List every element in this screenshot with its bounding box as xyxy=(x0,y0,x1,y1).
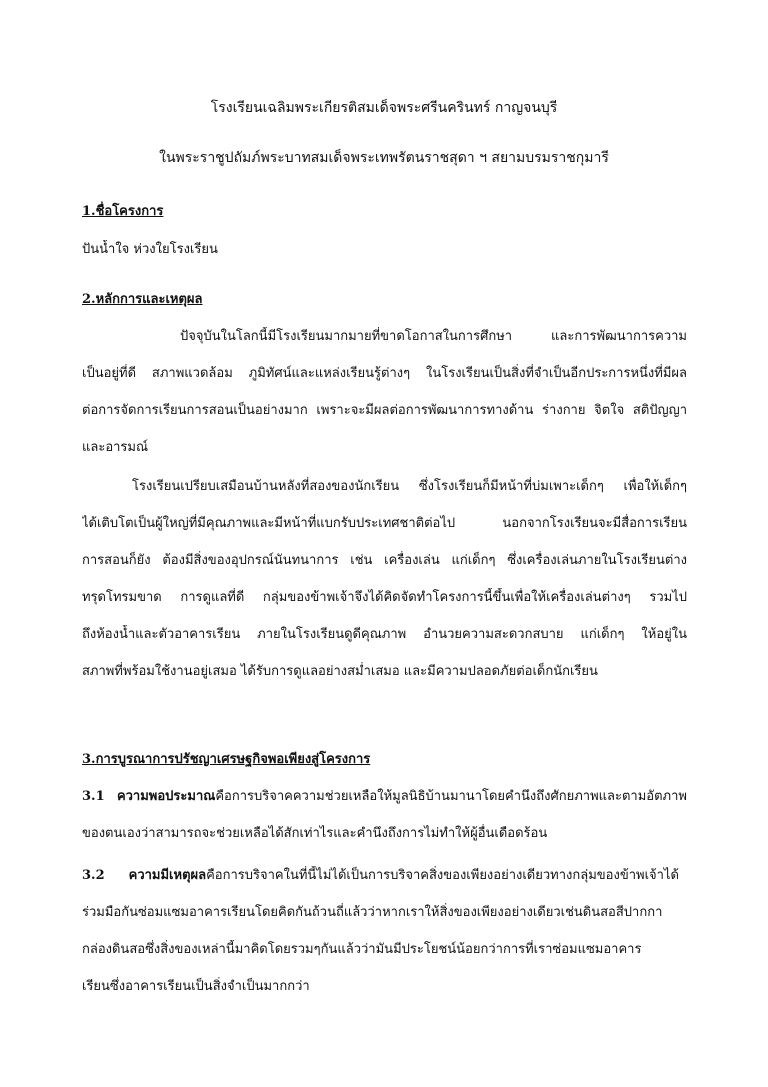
item-3-2-text: คือการบริจาคในที่นี้ไม่ได้เป็นการบริจาคสิ่งของเพียงอย่างเดียวทางกลุ่มของข้าพเจ้าได้ xyxy=(206,868,679,883)
paragraph-line: ปัจจุบันในโลกนี้มีโรงเรียนมากมายที่ขาดโอกาสในการศึกษา และการพัฒนาการความ xyxy=(180,329,687,344)
paragraph-line: ถึงห้องน้ำและตัวอาคารเรียน ภายในโรงเรียนดูดีคุณภาพ อำนวยความสะดวกสบาย แก่เด็กๆ ให้อยู่ใน xyxy=(82,627,687,642)
project-name: ปันน้ำใจ ห่วงใยโรงเรียน xyxy=(82,242,218,257)
paragraph-line: การสอนก็ยัง ต้องมีสิ่งของอุปกรณ์นันทนาการ เช่น เครื่องเล่น แก่เด็กๆ ซึ่งเครื่องเล่นภายในโรงเรียนต่าง xyxy=(82,553,687,568)
paragraph-line: โรงเรียนเปรียบเสมือนบ้านหลังที่สองของนักเรียน ซึ่งโรงเรียนก็มีหน้าที่บ่มเพาะเด็กๆ เพื่อให้เด็กๆ xyxy=(132,479,687,494)
document-title: โรงเรียนเฉลิมพระเกียรติสมเด็จพระศรีนครินทร์ กาญจนบุรี xyxy=(210,100,558,116)
paragraph-line: ของตนเองว่าสามารถจะช่วยเหลือได้สักเท่าไรและคำนึงถึงการไม่ทำให้ผู้อื่นเดือดร้อน xyxy=(82,826,548,841)
paragraph-line: ได้เติบโตเป็นผู้ใหญ่ที่มีคุณภาพและมีหน้าที่แบกรับประเทศชาติต่อไป นอกจากโรงเรียนจะมีสื่อการเรียน xyxy=(82,516,687,531)
paragraph-line: ทรุดโทรมขาด การดูแลที่ดี กลุ่มของข้าพเจ้าจึงได้คิดจัดทำโครงการนี้ขึ้นเพื่อให้เครื่องเล่นต่างๆ รวมไป xyxy=(82,590,687,605)
item-3-1-line xyxy=(82,787,687,807)
paragraph-line: สภาพที่พร้อมใช้งานอยู่เสมอ ได้รับการดูแลอย่างสม่ำเสมอ และมีความปลอดภัยต่อเด็กนักเรียน xyxy=(82,664,598,679)
section-1-heading: 1.ชื่อโครงการ xyxy=(82,204,164,219)
paragraph-line: ต่อการจัดการเรียนการสอนเป็นอย่างมาก เพราะจะมีผลต่อการพัฒนาการทางด้าน ร่างกาย จิตใจ สติปัญญา xyxy=(82,403,687,418)
section-2-heading: 2.หลักการและเหตุผล xyxy=(82,292,203,307)
item-3-1-term: 3.1 ความพอประมาณ xyxy=(82,789,216,804)
item-3-2-number: 3.2 xyxy=(82,868,105,883)
paragraph-line: ร่วมมือกันซ่อมแซมอาคารเรียนโดยคิดกันถ้วนถี่แล้วว่าหากเราให้สิ่งของเพียงอย่างเดียวเช่นดินสอสีปากกา xyxy=(82,905,663,920)
paragraph-line: เรียนซึ่งอาคารเรียนเป็นสิ่งจำเป็นมากกว่า xyxy=(82,979,310,994)
section-3-heading: 3.การบูรณาการปรัชญาเศรษฐกิจพอเพียงสู่โครงการ xyxy=(82,752,371,767)
paragraph-line: และอารมณ์ xyxy=(82,440,149,455)
item-3-2-line xyxy=(82,866,687,886)
item-3-2-term: ความมีเหตุผล xyxy=(128,868,207,883)
item-3-1-text: คือการบริจาคความช่วยเหลือให้มูลนิธิบ้านมานาโดยคำนึงถึงศักยภาพและตามอัตภาพ xyxy=(215,789,687,804)
paragraph-line: เป็นอยู่ที่ดี สภาพแวดล้อม ภูมิทัศน์และแหล่งเรียนรู้ต่างๆ ในโรงเรียนเป็นสิ่งที่จำเป็นอีกประการหนึ่งที่มีผล xyxy=(82,366,687,381)
document-subtitle: ในพระราชูปถัมภ์พระบาทสมเด็จพระเทพรัตนราชสุดา ฯ สยามบรมราชกุมารี xyxy=(159,150,609,166)
paragraph-line: กล่องดินสอซึ่งสิ่งของเหล่านี้มาคิดโดยรวมๆกันแล้วว่ามันมีประโยชน์น้อยกว่าการที่เราซ่อมแซมอาคาร xyxy=(82,942,642,957)
